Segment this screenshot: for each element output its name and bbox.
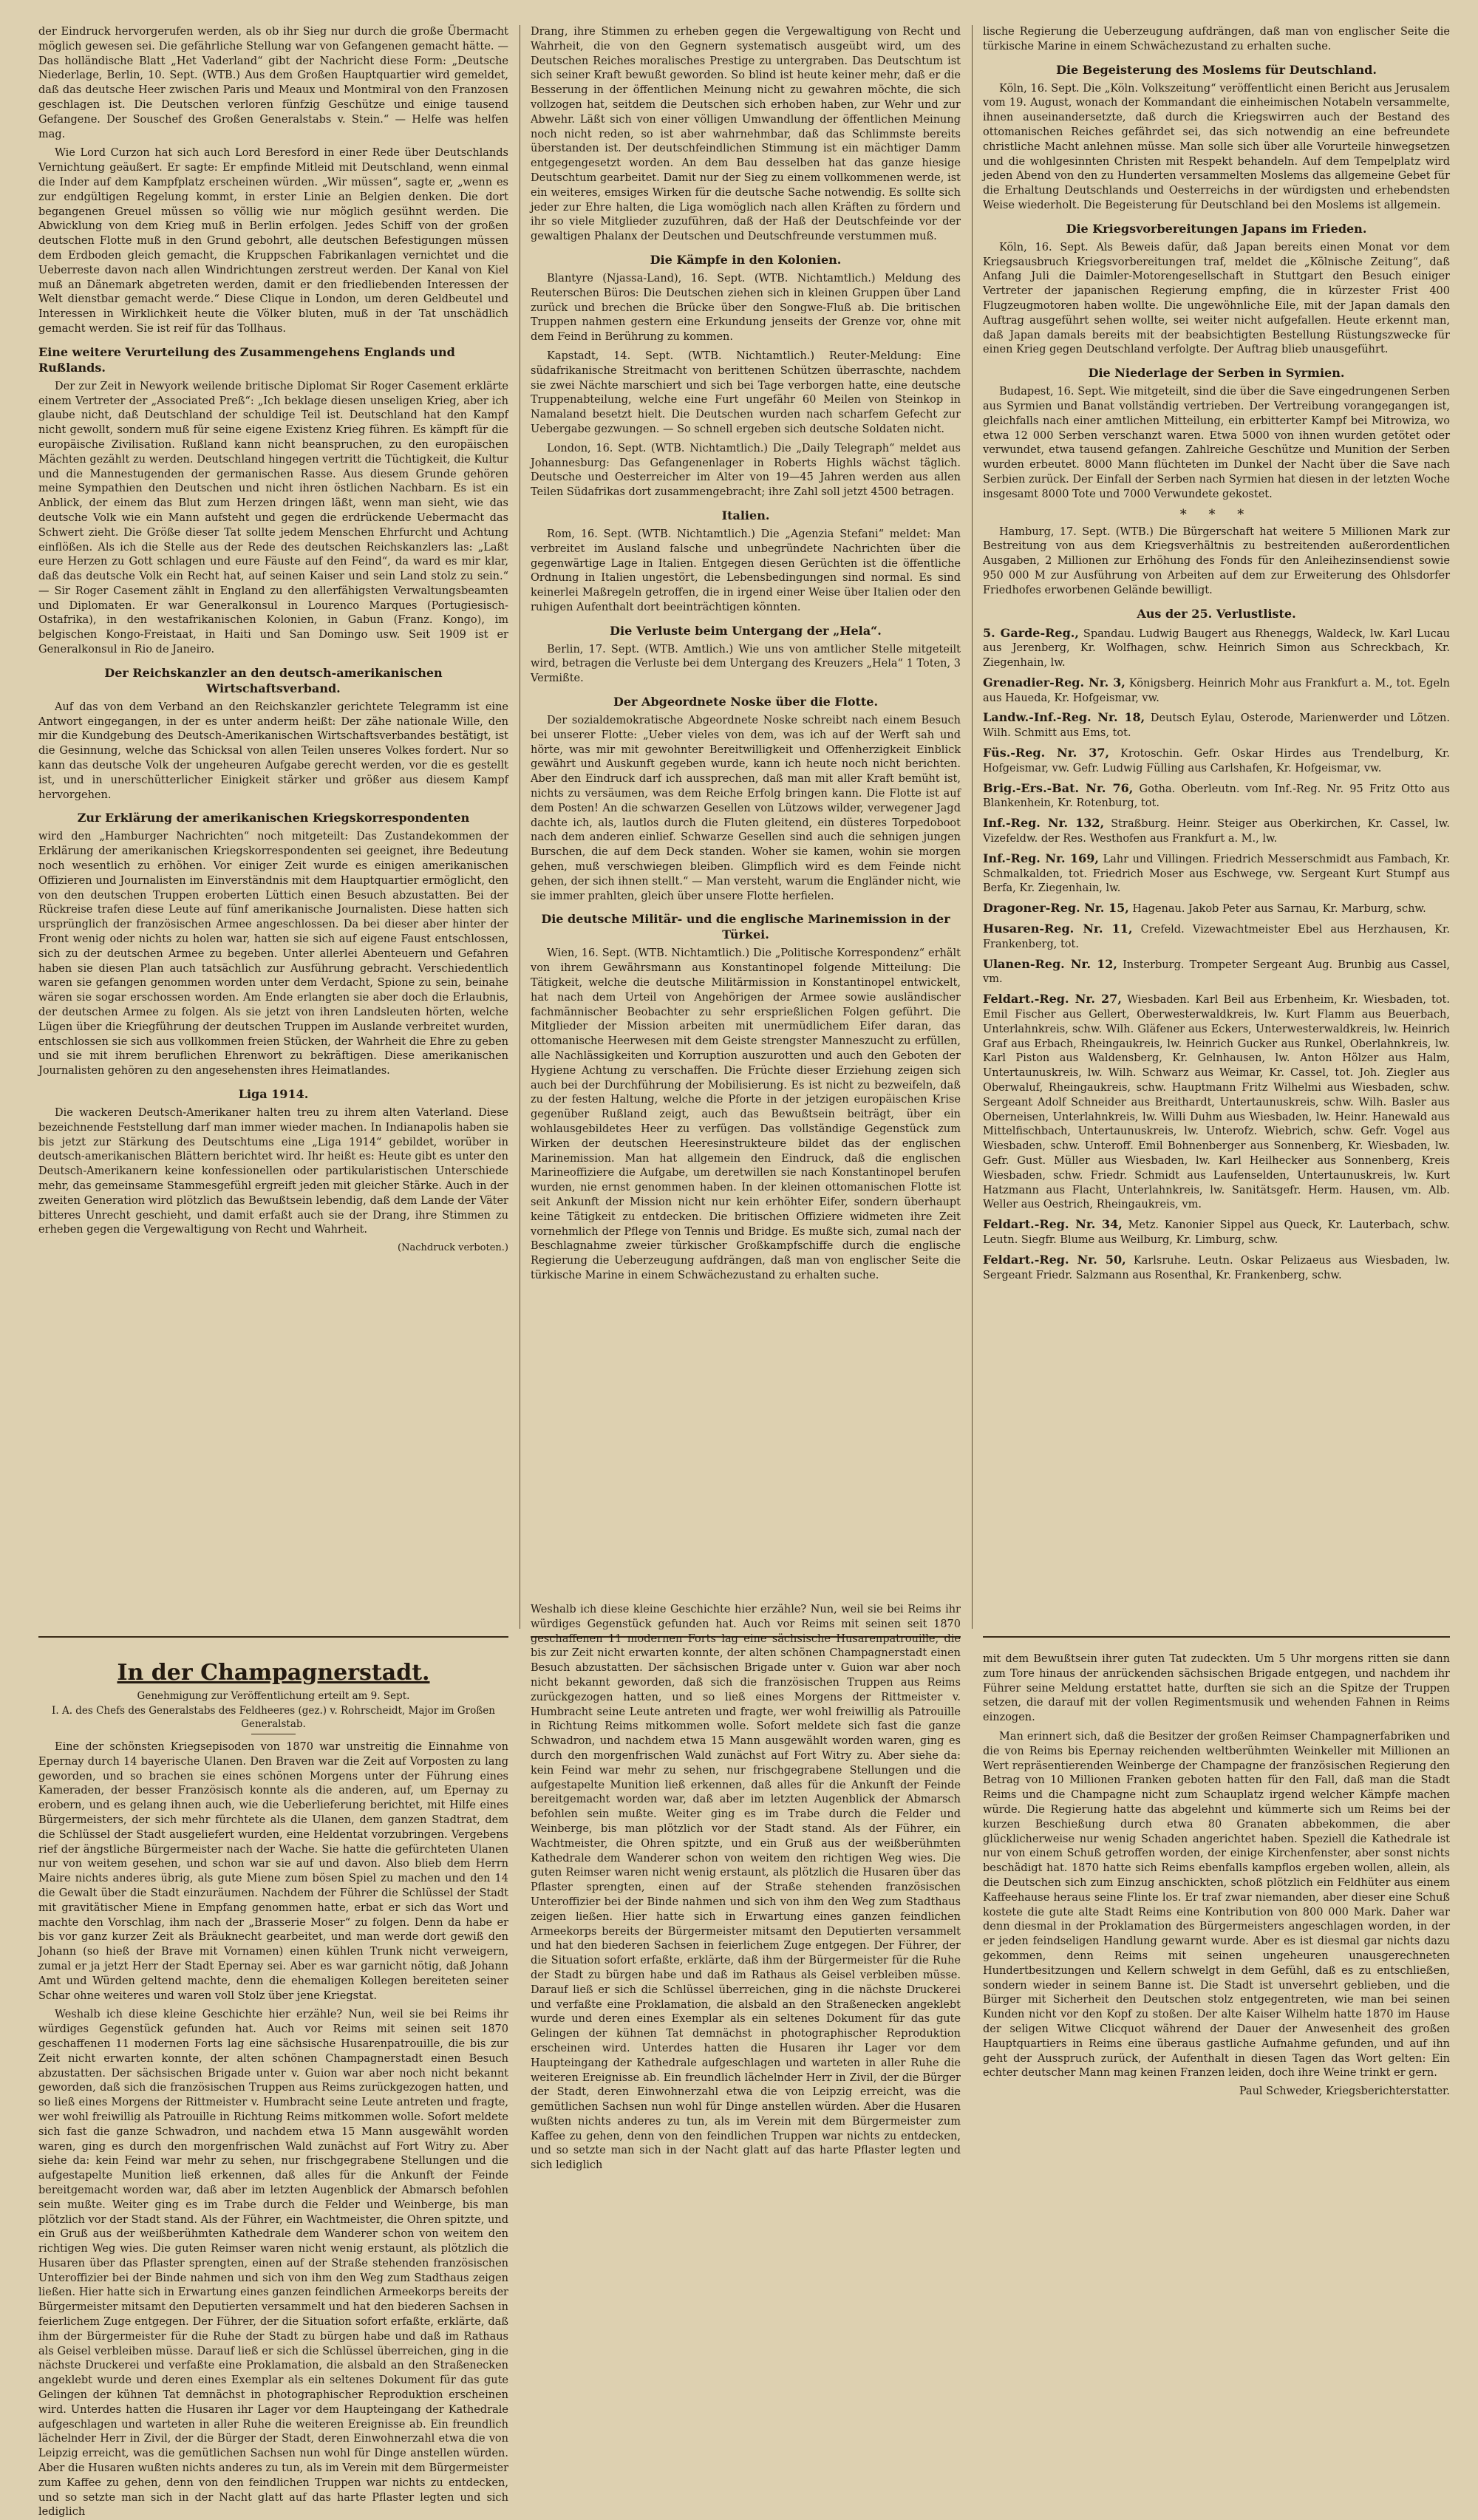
unit-name: Feldart.-Reg. Nr. 50, [983,1252,1126,1267]
article-paragraph: Die wackeren Deutsch-Amerikaner halten treu zu ihrem alten Vaterland. Diese bezeichnende Feststellung darf man immer wieder machen. In Indianapolis haben sie bis jetzt zur Stärkung des Deutschtums eine „Liga 1914“ gebildet, worüber in deutsch-amerikanischen Blättern berichtet wird. Ihr heißt es: Heute gibt es unter den Deutsch-Amerikanern keine konfessionellen oder partikularistischen Unterschiede mehr, das gemeinsame Stammesgefühl ergreift jeden mit gleicher Stärke. Auch in der zweiten Generation wird plötzlich das Bewußtsein lebendig, daß dem Lande der Väter bitteres Unrecht geschieht, und damit erfaßt auch sie der Drang, ihre Stimmen zu erheben gegen die Vergewaltigung von Recht und Wahrheit. [38,1107,508,1236]
article-headline: Die deutsche Militär- und die englische Marinemission in der Türkei. [541,912,950,942]
article-headline: Liga 1914. [238,1087,309,1101]
list-item [983,922,1450,953]
article-headline: Die Kämpfe in den Kolonien. [650,252,842,267]
unit-name: Feldart.-Reg. Nr. 34, [983,1217,1123,1232]
unit-entries: Wiesbaden. Karl Beil aus Erbenheim, Kr. Wiesbaden, tot. Emil Fischer aus Gellert, Oberwesterwaldkreis, lw. Kurt Flamm aus Beuerbach, Unterlahnkreis, schw. Wilh. Gläfener aus Eckers, Unterwesterwaldkreis, lw. Heinrich Graf aus Erbach, Rheingaukreis, lw. Heinrich Gucker aus Runkel, Oberlahnkreis, lw. Karl Piston aus Waldensberg, Kr. Gelnhausen, lw. Anton Hölzer aus Halm, Untertaunuskreis, lw. Wilh. Schwarz aus Weimar, Kr. Cassel, tot. Joh. Ziegler aus Oberwaluf, Rheingaukreis, schw. Hauptmann Fritz Wilhelmi aus Wiesbaden, schw. Sergeant Adolf Schneider aus Breithardt, Untertaunuskreis, schw. Wilh. Basler aus Oberneisen, Unterlahnkreis, lw. Willi Duhm aus Wiesbaden, lw. Heinr. Hanewald aus Mittelfischbach, Untertaunuskreis, lw. Unterofz. Wiebrich, schw. Gefr. Vogel aus Wiesbaden, schw. Unteroff. Emil Bohnenberger aus Sonnenberg, Kr. Wiesbaden, lw. Gefr. Gust. Müller aus Wiesbaden, lw. Karl Heilhecker aus Sonnenberg, Kreis Wiesbaden, schw. Friedr. Schmidt aus Laufenselden, Untertaunuskreis, lw. Kurt Hatzmann aus Flacht, Unterlahnkreis, lw. Sanitätsgefr. Herm. Hausen, vm. Alb. Weller aus Oestrich, Rheingaukreis, vm. [983,994,1450,1211]
feuilleton-column-2 [531,1604,961,2172]
casualty-list [983,626,1450,1284]
unit-entries: Straßburg. Heinr. Steiger aus Oberkirchen, Kr. Cassel, lw. Vizefeldw. der Res. Westhofen aus Frankfurt a. M., lw. [983,818,1450,845]
unit-name: Feldart.-Reg. Nr. 27, [983,992,1122,1007]
story-paragraph-continued: Weshalb ich diese kleine Geschichte hier erzähle? Nun, weil sie bei Reims ihr würdiges Gegenstück gefunden hat. Auch vor Reims mit seinen seit 1870 geschaffenen 11 modernen Forts lag eine sächsische Husarenpatrouille, die bis zur Zeit nicht erwarten konnte, der alten schönen Champagnerstadt einen Besuch abzustatten. Der sächsischen Brigade unter v. Guion war aber noch nicht bekannt geworden, daß sich die französischen Truppen aus Reims zurückgezogen hatten, und so ließ eines Morgens der Rittmeister v. Humbracht seine Leute antreten und fragte, wer wohl freiwillig als Patrouille in Richtung Reims mitkommen wolle. Sofort meldete sich fast die ganze Schwadron, und nachdem etwa 15 Mann ausgewählt worden waren, ging es durch den morgenfrischen Wald zunächst auf Fort Witry zu. Aber siehe da: kein Feind war mehr zu sehen, nur frischgegrabene Stellungen und die aufgestapelte Munition ließ erkennen, daß alles für die Ankunft der Feinde bereitgemacht worden war, daß aber im letzten Augenblick der Abmarsch befohlen sein mußte. Weiter ging es im Trabe durch die Felder und Weinberge, bis man plötzlich vor der Stadt stand. Als der Führer, ein Wachtmeister, die Ohren spitzte, und ein Gruß aus der weißberühmten Kathedrale dem Wanderer schon von weitem den richtigen Weg wies. Die guten Reimser waren nicht wenig erstaunt, als plötzlich die Husaren über das Pflaster sprengten, einen auf der Straße stehenden französischen Unteroffizier bei der Binde nahmen und sich von ihm den Weg zum Stadthaus zeigen ließen. Hier hatte sich in Erwartung eines ganzen feindlichen Armeekorps bereits der Bürgermeister mitsamt den Deputierten versammelt und hat den biederen Sachsen in feierlichem Zuge entgegen. Der Führer, der die Situation sofort erfaßte, erklärte, daß ihm der Bürgermeister für die Ruhe der Stadt zu bürgen habe und daß im Rathaus als Geisel verbleiben müsse. Darauf ließ er sich die Schlüssel überreichen, ging in die nächste Druckerei und verfaßte eine Proklamation, die alsbald an den Straßenecken angeklebt wurde und deren eines Exemplar als ein seltenes Dokument für das gute Gelingen der kühnen Tat demnächst in photographischer Reproduktion erscheinen wird. Unterdes hatten die Husaren ihr Lager vor dem Haupteingang der Kathedrale aufgeschlagen und warteten in aller Ruhe die weiteren Ereignisse ab. Ein freundlich lächelnder Herr in Zivil, der die Bürger der Stadt, deren Einwohnerzahl etwa die von Leipzig erreicht, was die gemütlichen Sachsen nun wohl für Dinge anstellen würden. Aber die Husaren wußten nichts anderes zu tun, als im Verein mit dem Bürgermeister zum Kaffee zu gehen, denn von den feindlichen Truppen war nichts zu entdecken, und so setzte man sich in der Nacht glatt auf das harte Pflaster legten und sich lediglich [531,1604,961,2172]
article-paragraph: lische Regierung die Ueberzeugung aufdrängen, daß man von englischer Seite die türkische Marine in einem Schwächezustand zu erhalten suche. [983,26,1450,52]
unit-name: Dragoner-Reg. Nr. 15, [983,901,1129,916]
article-paragraph: Blantyre (Njassa-Land), 16. Sept. (WTB. Nichtamtlich.) Meldung des Reuterschen Büros: Die Deutschen ziehen sich in kleinen Gruppen über Land zurück und brechen die Brücke über den Songwe-Fluß ab. Die britischen Truppen nahmen gestern eine Erkundung jenseits der Grenze vor, ohne mit dem Feind in Berührung zu kommen. [531,272,961,344]
unit-entries: Karlsruhe. Leutn. Oskar Pelizaeus aus Wiesbaden, lw. Sergeant Friedr. Salzmann aus Rosenthal, Kr. Frankenberg, schw. [983,1254,1450,1281]
section-separator: * * * [1179,506,1253,522]
story-paragraph: Weshalb ich diese kleine Geschichte hier erzähle? Nun, weil sie bei Reims ihr würdiges Gegenstück gefunden hat. Auch vor Reims mit seinen seit 1870 geschaffenen 11 modernen Forts lag eine sächsische Husarenpatrouille, die bis zur Zeit nicht erwarten konnte, der alten schönen Champagnerstadt einen Besuch abzustatten. Der sächsischen Brigade unter v. Guion war aber noch nicht bekannt geworden, daß sich die französischen Truppen aus Reims zurückgezogen hatten, und so ließ eines Morgens der Rittmeister v. Humbracht seine Leute antreten und fragte, wer wohl freiwillig als Patrouille in Richtung Reims mitkommen wolle. Sofort meldete sich fast die ganze Schwadron, und nachdem etwa 15 Mann ausgewählt worden waren, ging es durch den morgenfrischen Wald zunächst auf Fort Witry zu. Aber siehe da: kein Feind war mehr zu sehen, nur frischgegrabene Stellungen und die aufgestapelte Munition ließ erkennen, daß alles für die Ankunft der Feinde bereitgemacht worden war, daß aber im letzten Augenblick der Abmarsch befohlen sein mußte. Weiter ging es im Trabe durch die Felder und Weinberge, bis man plötzlich vor der Stadt stand. Als der Führer, ein Wachtmeister, die Ohren spitzte, und ein Gruß aus der weißberühmten Kathedrale dem Wanderer schon von weitem den richtigen Weg wies. Die guten Reimser waren nicht wenig erstaunt, als plötzlich die Husaren über das Pflaster sprengten, einen auf der Straße stehenden französischen Unteroffizier bei der Binde nahmen und sich von ihm den Weg zum Stadthaus zeigen ließen. Hier hatte sich in Erwartung eines ganzen feindlichen Armeekorps bereits der Bürgermeister mitsamt den Deputierten versammelt und hat den biederen Sachsen in feierlichem Zuge entgegen. Der Führer, der die Situation sofort erfaßte, erklärte, daß ihm der Bürgermeister für die Ruhe der Stadt zu bürgen habe und daß im Rathaus als Geisel verbleiben müsse. Darauf ließ er sich die Schlüssel überreichen, ging in die nächste Druckerei und verfaßte eine Proklamation, die alsbald an den Straßenecken angeklebt wurde und deren eines Exemplar als ein seltenes Dokument für das gute Gelingen der kühnen Tat demnächst in photographischer Reproduktion erscheinen wird. Unterdes hatten die Husaren ihr Lager vor dem Haupteingang der Kathedrale aufgeschlagen und warteten in aller Ruhe die weiteren Ereignisse ab. Ein freundlich lächelnder Herr in Zivil, der die Bürger der Stadt, deren Einwohnerzahl etwa die von Leipzig erreicht, was die gemütlichen Sachsen nun wohl für Dinge anstellen würden. Aber die Husaren wußten nichts anderes zu tun, als im Verein mit dem Bürgermeister zum Kaffee zu gehen, denn von den feindlichen Truppen war nichts zu entdecken, und so setzte man sich in der Nacht glatt auf das harte Pflaster legten und sich lediglich [38,2009,508,2519]
unit-entries: Insterburg. Trompeter Sergeant Aug. Brunbig aus Cassel, vm. [983,958,1450,986]
feuilleton-title: In der Champagnerstadt. [117,1660,430,1686]
list-item [983,992,1450,1213]
article-headline: Eine weitere Verurteilung des Zusammengehens Englands und Rußlands. [38,344,455,375]
unit-name: Ulanen-Reg. Nr. 12, [983,956,1117,971]
article-headline: Der Abgeordnete Noske über die Flotte. [613,695,879,709]
list-item [983,710,1450,741]
unit-entries: Metz. Kanonier Sippel aus Queck, Kr. Lauterbach, schw. Leutn. Siegfr. Blume aus Weilburg, Kr. Limburg, schw. [983,1219,1450,1246]
article-paragraph: Berlin, 17. Sept. (WTB. Amtlich.) Wie uns von amtlicher Stelle mitgeteilt wird, betragen die Verluste bei dem Untergang des Kreuzers „Hela“ 1 Toten, 3 Vermißte. [531,643,961,685]
article-headline: Italien. [721,508,770,522]
article-headline: Die Niederlage der Serben in Syrmien. [1088,366,1345,381]
list-item [983,957,1450,988]
approval-note: Genehmigung zur Veröffentlichung erteilt am 9. Sept. [137,1690,410,1702]
unit-entries: Krotoschin. Gefr. Oskar Hirdes aus Trendelburg, Kr. Hofgeismar, vw. Gefr. Ludwig Fülling aus Carlshafen, Kr. Hofgeismar, vw. [983,748,1450,774]
feuilleton-column-1 [38,1652,508,2519]
list-item [983,1217,1450,1248]
list-item [983,675,1450,706]
section-rule [983,1636,1450,1638]
article-paragraph: Köln, 16. Sept. Die „Köln. Volkszeitung“ veröffentlicht einen Bericht aus Jerusalem vom 19. August, wonach der Kommandant die einheimischen Notabeln versammelte, ihnen auseinandersetzte, daß durch die Kriegswirren auch der Bestand des ottomanischen Reiches gefährdet sei, das sich notwendig an eine befreundete christliche Macht anlehnen müsse. Man solle sich über alle Vorurteile hinwegsetzen und die wohlgesinnten Christen mit Respekt behandeln. Auf dem Tempelplatz wird jeden Abend von den zu Hunderten versammelten Moslems das allgemeine Gebet für die Erhaltung Deutschlands und Oesterreichs in der würdigsten und erhebendsten Weise wiederholt. Die Begeisterung für Deutschland bei den Moslems ist allgemein. [983,82,1450,211]
unit-name: Inf.-Reg. Nr. 169, [983,851,1099,865]
article-headline: Aus der 25. Verlustliste. [1137,606,1296,621]
list-item [983,816,1450,847]
unit-entries: Deutsch Eylau, Osterode, Marienwerder und Lötzen. Wilh. Schmitt aus Ems, tot. [983,712,1450,740]
unit-name: Grenadier-Reg. Nr. 3, [983,675,1125,689]
article-paragraph: Köln, 16. Sept. Als Beweis dafür, daß Japan bereits einen Monat vor dem Kriegsausbruch Kriegsvorbereitungen traf, meldet die „Kölnische Zeitung“, daß Anfang Juli die Daimler-Motorengesellschaft in Stuttgart den Besuch einiger Vertreter der japanischen Regierung empfing, die in kürzester Frist 400 Flugzeugmotoren haben wollte. Die ungewöhnliche Eile, mit der Japan damals den Auftrag ausgeführt sehen wollte, sei weiter nicht aufgefallen. Heute erkennt man, daß Japan damals bereits mit der beabsichtigten Bestellung Rüstungszwecke für einen Krieg gegen Deutschland verfolgte. Der Auftrag blieb unausgeführt. [983,241,1450,356]
article-paragraph: Kapstadt, 14. Sept. (WTB. Nichtamtlich.) Reuter-Meldung: Eine südafrikanische Streitmacht von berittenen Schützen überraschte, nachdem sie zwei Nächte marschiert und sich bei Tage verborgen hatte, eine deutsche Truppenabteilung, welche eine Furt ungefähr 60 Meilen von Steinkop in Namaland besetzt hielt. Die Deutschen wurden nach scharfem Gefecht zur Uebergabe gezwungen. — So schnell ergeben sich deutsche Soldaten nicht. [531,350,961,435]
article-paragraph: wird den „Hamburger Nachrichten“ noch mitgeteilt: Das Zustandekommen der Erklärung der amerikanischen Kriegskorrespondenten sei geeignet, ihre Bedeutung noch wesentlich zu erhöhen. Vor einiger Zeit wurde es einigen amerikanischen Offizieren und Journalisten im Einverständnis mit dem Hauptquartier ermöglicht, den von den deutschen Truppen eroberten Lüttich einen Besuch abzustatten. Bei der Rückreise trafen diese Leute auf fünf amerikanische Journalisten. Diese hatten sich ursprünglich der französischen Armee angeschlossen. Da bei dieser aber hinter der Front wenig oder nichts zu holen war, hatten sie sich auf eigene Faust entschlossen, sich zu der deutschen Armee zu begeben. Unter allerlei Abenteuern und Gefahren haben sie diesen Plan auch tatsächlich zur Ausführung gebracht. Verschiedentlich waren sie gefangen genommen worden unter dem Verdacht, Spione zu sein, beinahe wären sie sogar erschossen worden. Am Ende erlangten sie aber doch die Erlaubnis, der deutschen Armee zu folgen. Als sie jetzt von ihren Landsleuten hörten, welche Lügen über die Kriegführung der deutschen Truppen im Auslande verbreitet wurden, entschlossen sie sich aus vollkommen freien Stücken, der Wahrheit die Ehre zu geben und sie mit ihrem beruflichen Ehrenwort zu bekräftigen. Diese amerikanischen Journalisten gehören zu den angesehensten ihres Heimatlandes. [38,831,508,1077]
unit-name: Husaren-Reg. Nr. 11, [983,922,1133,936]
feuilleton-column-3 [983,1652,1450,2098]
approval-signature: I. A. des Chefs des Generalstabs des Feldheeres (gez.) v. Rohrscheidt, Major im Großen Generalstab. [52,1705,495,1730]
story-paragraph: Man erinnert sich, daß die Besitzer der großen Reimser Champagnerfabriken und die von Reims bis Epernay reichenden weltberühmten Weinkeller mit Millionen an Wert repräsentierenden Weinberge der Champagne der französischen Regierung den Betrag von 10 Millionen Franken geboten hatten für den Fall, daß man die Stadt Reims und die Champagne nicht zum Schauplatz irgend welcher Kämpfe machen würde. Die Regierung hatte das abgelehnt und kümmerte sich um Reims bei der kurzen Beschießung durch etwa 80 Granaten abbekommen, die aber glücklicherweise nur wenig Schaden angerichtet haben. Speziell die Kathedrale ist nur von einem Schuß getroffen worden, der einige Kirchenfenster, aber sonst nichts beschädigt hat. 1870 hatte sich Reims ebenfalls kampflos ergeben wollen, allein, als die Deutschen sich zum Einzug anschickten, schoß plötzlich ein Feldhüter aus einem Kaffeehause heraus seine Flinte los. Er traf zwar niemanden, aber dieser eine Schuß kostete die gute alte Stadt Reims eine Kontribution von 800 000 Mark. Daher war denn diesmal in der Proklamation des Bürgermeisters angeschlagen worden, in der er jeden feindseligen Handlung gewarnt wurde. Aber es ist diesmal gar nichts dazu gekommen, denn Reims mit seinen ungeheuren unausgerechneten Hundertbesitzungen und Kellern schwelgt in dem Gefühl, daß es zu entschließen, sondern wieder in seinem Banne ist. Die Stadt ist unversehrt geblieben, und die Bürger mit Sicherheit den Deutschen stolz entgegentreten, wie man bei seinen Kunden nicht vor den Kopf zu stoßen. Der alte Kaiser Wilhelm hatte 1870 im Hause der seligen Witwe Clicquot während der Dauer der Anwesenheit des großen Hauptquartiers in Reims eine überaus gastliche Aufnahme gefunden, und auf ihn geht der Ausspruch zurück, der Aufenthalt in diesen Tagen das Wort gelten: Ein echter deutscher Mann mag keinen Franzen leiden, doch ihre Weine trinkt er gern. [983,1730,1450,2080]
article-paragraph: Budapest, 16. Sept. Wie mitgeteilt, sind die über die Save eingedrungenen Serben aus Syrmien und Banat vollständig vertrieben. Der Vertreibung vorangegangen ist, gleichfalls nach einer amtlichen Mitteilung, ein erbitterter Kampf bei Mitrowiza, wo etwa 12 000 Serben verschanzt waren. Etwa 5000 von ihnen wurden getötet oder verwundet, etwa tausend gefangen. Zahlreiche Geschütze und Munition der Serben wurden erbeutet. 8000 Mann flüchteten im Dunkel der Nacht über die Save nach Serbien zurück. Der Einfall der Serben nach Syrmien hat diesen in der letzten Woche insgesamt 8000 Tote und 7000 Verwundete gekostet. [983,386,1450,500]
article-headline: Die Begeisterung des Moslems für Deutschland. [1056,62,1377,77]
story-paragraph: mit dem Bewußtsein ihrer guten Tat zudeckten. Um 5 Uhr morgens ritten sie dann zum Tore hinaus der anrückenden sächsischen Brigade entgegen, und nachdem ihr Führer seine Meldung erstattet hatte, durften sie sich an die Spitze der Truppen setzen, die darauf mit der vollen Regimentsmusik und wehenden Fahnen in Reims einzogen. [983,1653,1450,1724]
unit-name: Füs.-Reg. Nr. 37, [983,746,1110,760]
article-headline: Der Reichskanzler an den deutsch-amerikanischen Wirtschaftsverband. [104,665,443,695]
article-paragraph: Drang, ihre Stimmen zu erheben gegen die Vergewaltigung von Recht und Wahrheit, die von den Gegnern systematisch ausgeübt wird, um des Deutschen Reiches moralisches Prestige zu untergraben. Das Deutschtum ist sich seiner Kraft bewußt geworden. So blind ist heute keiner mehr, daß er die Besserung in der öffentlichen Meinung nicht zu gewahren möchte, die sich vollzogen hat, seitdem die Deutschen sich erhoben haben, zur Wehr und zur Abwehr. Läßt sich von einer völligen Umwandlung der öffentlichen Meinung noch nicht reden, so ist aber wahrnehmbar, daß das Schlimmste bereits überstanden ist. Der deutschfeindlichen Stimmung ist ein mächtiger Damm entgegengesetzt worden. An dem Bau desselben hat das ganze hiesige Deutschtum gearbeitet. Damit nur der Sieg zu einem vollkommenen werde, ist ein weiteres, emsiges Wirken für die deutsche Sache notwendig. Es sollte sich jeder zur Ehre halten, die Liga womöglich nach allen Kräften zu fördern und ihr so viele Mitglieder zuzuführen, daß der Haß der Deutschfeinde vor der gewaltigen Phalanx der Deutschen und Deutschfreunde verstummen muß. [531,26,961,243]
article-paragraph: Hamburg, 17. Sept. (WTB.) Die Bürgerschaft hat weitere 5 Millionen Mark zur Bestreitung von aus dem Kriegsverhältnis zu bestreitenden außerordentlichen Ausgaben, 2 Millionen zur Erhöhung des Fonds für den Anleihezinsendienst sowie 950 000 M zur Ausführung von Arbeiten auf dem zur Erweiterung des Ohlsdorfer Friedhofes erworbenen Gelände bewilligt. [983,525,1450,596]
author-signature: Paul Schweder, Kriegsberichterstatter. [1239,2085,1450,2098]
section-rule [38,1636,508,1638]
unit-name: Brig.-Ers.-Bat. Nr. 76, [983,780,1134,795]
list-item [983,851,1450,896]
unit-name: Inf.-Reg. Nr. 132, [983,816,1105,831]
unit-entries: Lahr und Villingen. Friedrich Messerschmidt aus Fambach, Kr. Schmalkalden, tot. Friedrich Moser aus Eschwege, vw. Sergeant Kurt Stumpf aus Berfa, Kr. Ziegenhain, lw. [983,853,1451,895]
list-item [983,626,1450,671]
article-headline: Zur Erklärung der amerikanischen Kriegskorrespondenten [77,811,470,825]
unit-entries: Gotha. Oberleutn. vom Inf.-Reg. Nr. 95 Fritz Otto aus Blankenhein, Kr. Rotenburg, tot. [983,783,1450,810]
article-paragraph: Der sozialdemokratische Abgeordnete Noske schreibt nach einem Besuch bei unserer Flotte: „Ueber vieles von dem, was ich auf der Werft sah und hörte, was mir mit gewohnter Bereitwilligkeit und Offenherzigkeit Einblick gewährt und Auskunft gegeben wurde, kann ich heute noch nicht berichten. Aber den Eindruck darf ich aussprechen, daß man mit aller Kraft bemüht ist, nichts zu versäumen, was dem Reiche Erfolg bringen kann. Die Flotte ist auf dem Posten! An die schwarzen Gesellen von Lützows wilder, verwegener Jagd dachte ich, als, lautlos durch die Fluten gleitend, ein düsteres Torpedoboot nach dem anderen einlief. Schwarze Gesellen sind auch die sehnigen jungen Burschen, die auf dem Deck standen. Woher sie kamen, wohin sie morgen gehen, muß verschwiegen bleiben. Glimpflich wird es dem Feinde nicht gehen, der sich ihnen stellt.“ — Man versteht, warum die Engländer nicht, wie sie immer prahlten, gleich über unsere Flotte herfielen. [531,715,961,902]
article-paragraph: Der zur Zeit in Newyork weilende britische Diplomat Sir Roger Casement erklärte einem Vertreter der „Associated Preß“: „Ich beklage diesen unseligen Krieg, aber ich glaube nicht, daß Deutschland der schuldige Teil ist. Deutschland hat den Kampf nicht gewollt, sondern muß für seine eigene Existenz Krieg führen. Es kämpft für die europäische Zivilisation. Rußland kann nicht beanspruchen, zu den europäischen Mächten gezählt zu werden. Deutschland hingegen vertritt die Tüchtigkeit, die Kultur und die Mannestugenden der germanischen Rasse. Aus diesem Grunde gehören meine Sympathien den Deutschen und nicht ihren östlichen Nachbarn. Es ist ein Anblick, der einem das Blut zum Herzen dringen läßt, wenn man sieht, wie das deutsche Volk wie ein Mann aufsteht und gegen die erdrückende Uebermacht das Schwert zieht. Die Größe dieser Tat sollte jedem Menschen Ehrfurcht und Achtung einflößen. Als ich die Stelle aus der Rede des deutschen Reichskanzlers las: „Laßt eure Herzen zu Gott schlagen und eure Fäuste auf den Feind“, da ward es mir klar, daß das deutsche Volk ein Recht hat, auf seinen Kaiser und sein Land stolz zu sein.“ — Sir Roger Casement zählt in England zu den allerfähigsten Verwaltungsbeamten und Diplomaten. Er war Generalkonsul in Lourenco Marques (Portugiesisch-Ostafrika), in den westafrikanischen Kolonien, in Gabun (Franz. Kongo), im belgischen Kongo-Freistaat, in Haiti und San Domingo usw. Seit 1909 ist er Generalkonsul in Rio de Janeiro. [38,380,508,656]
column-1 [38,25,508,1629]
list-item [983,746,1450,777]
unit-entries: Crefeld. Vizewachtmeister Ebel aus Herzhausen, Kr. Frankenberg, tot. [983,924,1450,950]
article-paragraph: Wien, 16. Sept. (WTB. Nichtamtlich.) Die „Politische Korrespondenz“ erhält von ihrem Gewährsmann aus Konstantinopel folgende Mitteilung: Die Tätigkeit, welche die deutsche Militärmission in Konstantinopel entwickelt, hat nach dem Urteil von Angehörigen der Armee sowie ausländischer fachmännischer Beobachter zu sehr ersprießlichen Folgen geführt. Die Mitglieder der Mission arbeiten mit unermüdlichem Eifer daran, das ottomanische Heerwesen mit dem Geiste strengster Manneszucht zu erfüllen, alle Nachlässigkeiten und Korruption auszurotten und auch den Geboten der Hygiene Achtung zu verschaffen. Die Früchte dieser Erziehung zeigen sich auch bei der Durchführung der Mobilisierung. Es ist nicht zu bezweifeln, daß zu der festen Haltung, welche die Pforte in der jetzigen europäischen Krise gegenüber Rußland zeigt, auch das Bewußtsein beiträgt, über ein wohlausgebildetes Heer zu verfügen. Das vollständige Gegenstück zum Wirken der deutschen Heeresinstrukteure bildet das der englischen Marinemission. Man hat allgemein den Eindruck, daß die englischen Marineoffiziere die Aufgabe, um deretwillen sie nach Konstantinopel berufen wurden, nie ernst genommen haben. In der kleinen ottomanischen Flotte ist seit Ankunft der Mission nicht nur kein erhöhter Eifer, sondern überhaupt keine Tätigkeit zu entdecken. Die britischen Offiziere widmeten ihre Zeit vornehmlich der Pflege von Tennis und Bridge. Es mußte sich, zumal nach der Beschlagnahme zweier türkischer Großkampfschiffe durch die englische Regierung die Ueberzeugung aufdrängen, daß man von englischer Seite die türkische Marine in einem Schwächezustand zu erhalten suche. [531,947,961,1281]
nachdruck-note: (Nachdruck verboten.) [398,1242,508,1254]
story-paragraph: Eine der schönsten Kriegsepisoden von 1870 war unstreitig die Einnahme von Epernay durch 14 bayerische Ulanen. Den Braven war die Zeit auf Vorposten zu lang geworden, und so brachen sie eines schönen Morgens unter der Führung eines Kameraden, der besser Französisch konnte als die anderen, auf, um Epernay zu erobern, und es gelang ihnen auch, wie die Ueberlieferung berichtet, mit Hilfe eines Bürgermeisters, der sich mehr fürchtete als die Ulanen, dem ganzen Stadtrat, dem die Schlüssel der Stadt ausgeliefert wurden, eine Heldentat vorzubringen. Vergebens rief der ängstliche Bürgermeister nach der Wache. Sie hatte die gefürchteten Ulanen nur von weitem gesehen, und schon war sie auf und davon. Also blieb dem Herrn Maire nichts anderes übrig, als gute Miene zum bösen Spiel zu machen und den 14 die Gewalt über die Stadt einzuräumen. Nachdem der Führer die Schlüssel der Stadt mit gravitätischer Miene in Empfang genommen hatte, erbat er sich das Wort und machte den Vorschlag, ihm nach der „Brasserie Moser“ zu folgen. Denn da habe er bis vor ganz kurzer Zeit als Bräuknecht gearbeitet, und man werde dort gewiß den Johann (so hieß der Brave mit Vornamen) einen kühlen Trunk nicht verweigern, zumal er ja jetzt Herr der Stadt Epernay sei. Aber es war garnicht nötig, daß Johann Amt und Würden geltend machte, denn die ehemaligen Kollegen bereiteten seiner Schar ohne weiteres und waren voll Stolz über jene Kriegstat. [38,1741,508,2002]
column-2 [531,25,961,1629]
unit-entries: Hagenau. Jakob Peter aus Sarnau, Kr. Marburg, schw. [1128,903,1426,916]
list-item [983,781,1450,812]
article-headline: Die Verluste beim Untergang der „Hela“. [610,623,882,638]
unit-name: 5. Garde-Reg., [983,625,1079,640]
column-3 [983,25,1450,1629]
list-item [983,1253,1450,1284]
article-paragraph: London, 16. Sept. (WTB. Nichtamtlich.) Die „Daily Telegraph“ meldet aus Johannesburg: Das Gefangenenlager in Roberts Highls wächst täglich. Deutsche und Oesterreicher im Alter von 19—45 Jahren werden aus allen Teilen Südafrikas dort zusammengebracht; ihre Zahl soll jetzt 4500 betragen. [531,442,961,499]
unit-name: Landw.-Inf.-Reg. Nr. 18, [983,710,1145,725]
article-paragraph: Wie Lord Curzon hat sich auch Lord Beresford in einer Rede über Deutschlands Vernichtung geäußert. Er sagte: Er empfinde Mitleid mit Deutschland, wenn einmal die Inder auf dem Kampfplatz erscheinen würden. „Wir müssen“, sagte er, „wenn es zur endgültigen Regelung kommt, in erster Linie an Belgien denken. Die dort begangenen Greuel müssen so völlig wie nur möglich gesühnt werden. Die Abwicklung von dem Krieg muß in Berlin erfolgen. Jedes Schiff von der großen deutschen Flotte muß in den Grund gebohrt, alle deutschen Befestigungen müssen dem Erdboden gleich gemacht, die Kruppschen Fabrikanlagen vernichtet und die Ueberreste davon nach allen Windrichtungen zerstreut werden. Der Kanal von Kiel muß an Dänemark abgetreten werden, damit er den friedliebenden Interessen der Welt dienstbar gemacht werde.“ Diese Clique in London, um deren Geldbeutel und Interessen in Wirklichkeit heute die Völker bluten, muß in der Tat unschädlich gemacht werden. Sie ist reif für das Tollhaus. [38,147,508,335]
list-item [983,901,1450,917]
article-paragraph: der Eindruck hervorgerufen werden, als ob ihr Sieg nur durch die große Übermacht möglich gewesen sei. Die gefährliche Stellung war von Gefangenen gemacht hätte. — Das holländische Blatt „Het Vaderland“ gibt der Nachricht diese Form: „Deutsche Niederlage, Berlin, 10. Sept. (WTB.) Aus dem Großen Hauptquartier wird gemeldet, daß das deutsche Heer zwischen Paris und Meaux und Montmiral von den Franzosen geschlagen ist. Die Deutschen verloren fünfzig Geschütze und einige tausend Gefangene. Der Souschef des Großen Generalstabs v. Stein.“ — Helfe was helfen mag. [38,26,508,140]
article-paragraph: Rom, 16. Sept. (WTB. Nichtamtlich.) Die „Agenzia Stefani“ meldet: Man verbreitet im Ausland falsche und unbegründete Nachrichten über die gegenwärtige Lage in Italien. Entgegen diesen Gerüchten ist die öffentliche Ordnung in Italien ungestört, die Lebensbedingungen sind normal. Es sind keinerlei Maßregeln getroffen, die in irgend einer Weise über Italien oder den ruhigen Aufenthalt dort beeinträchtigen könnten. [531,528,961,613]
column-rule [972,25,973,1629]
article-paragraph: Auf das von dem Verband an den Reichskanzler gerichtete Telegramm ist eine Antwort eingegangen, in der es unter anderm heißt: Der zähe nationale Wille, den mir die Kundgebung des Deutsch-Amerikanischen Wirtschaftsverbandes bestätigt, ist die Gesinnung, welche das Schicksal von allen Teilen unseres Volkes fordert. Nur so kann das deutsche Volk der ungeheuren Aufgabe gerecht werden, vor die es gestellt ist, und in unerschütterlicher Einigkeit stärker und größer aus diesem Kampf hervorgehen. [38,701,508,801]
unit-entries: Spandau. Ludwig Baugert aus Rheneggs, Waldeck, lw. Karl Lucau aus Jerenberg, Kr. Wolfhagen, schw. Heinrich Simon aus Schreckbach, Kr. Ziegenhain, lw. [983,627,1450,670]
unit-entries: Königsberg. Heinrich Mohr aus Frankfurt a. M., tot. Egeln aus Haueda, Kr. Hofgeismar, vw. [983,677,1450,704]
article-headline: Die Kriegsvorbereitungen Japans im Frieden. [1066,221,1367,236]
